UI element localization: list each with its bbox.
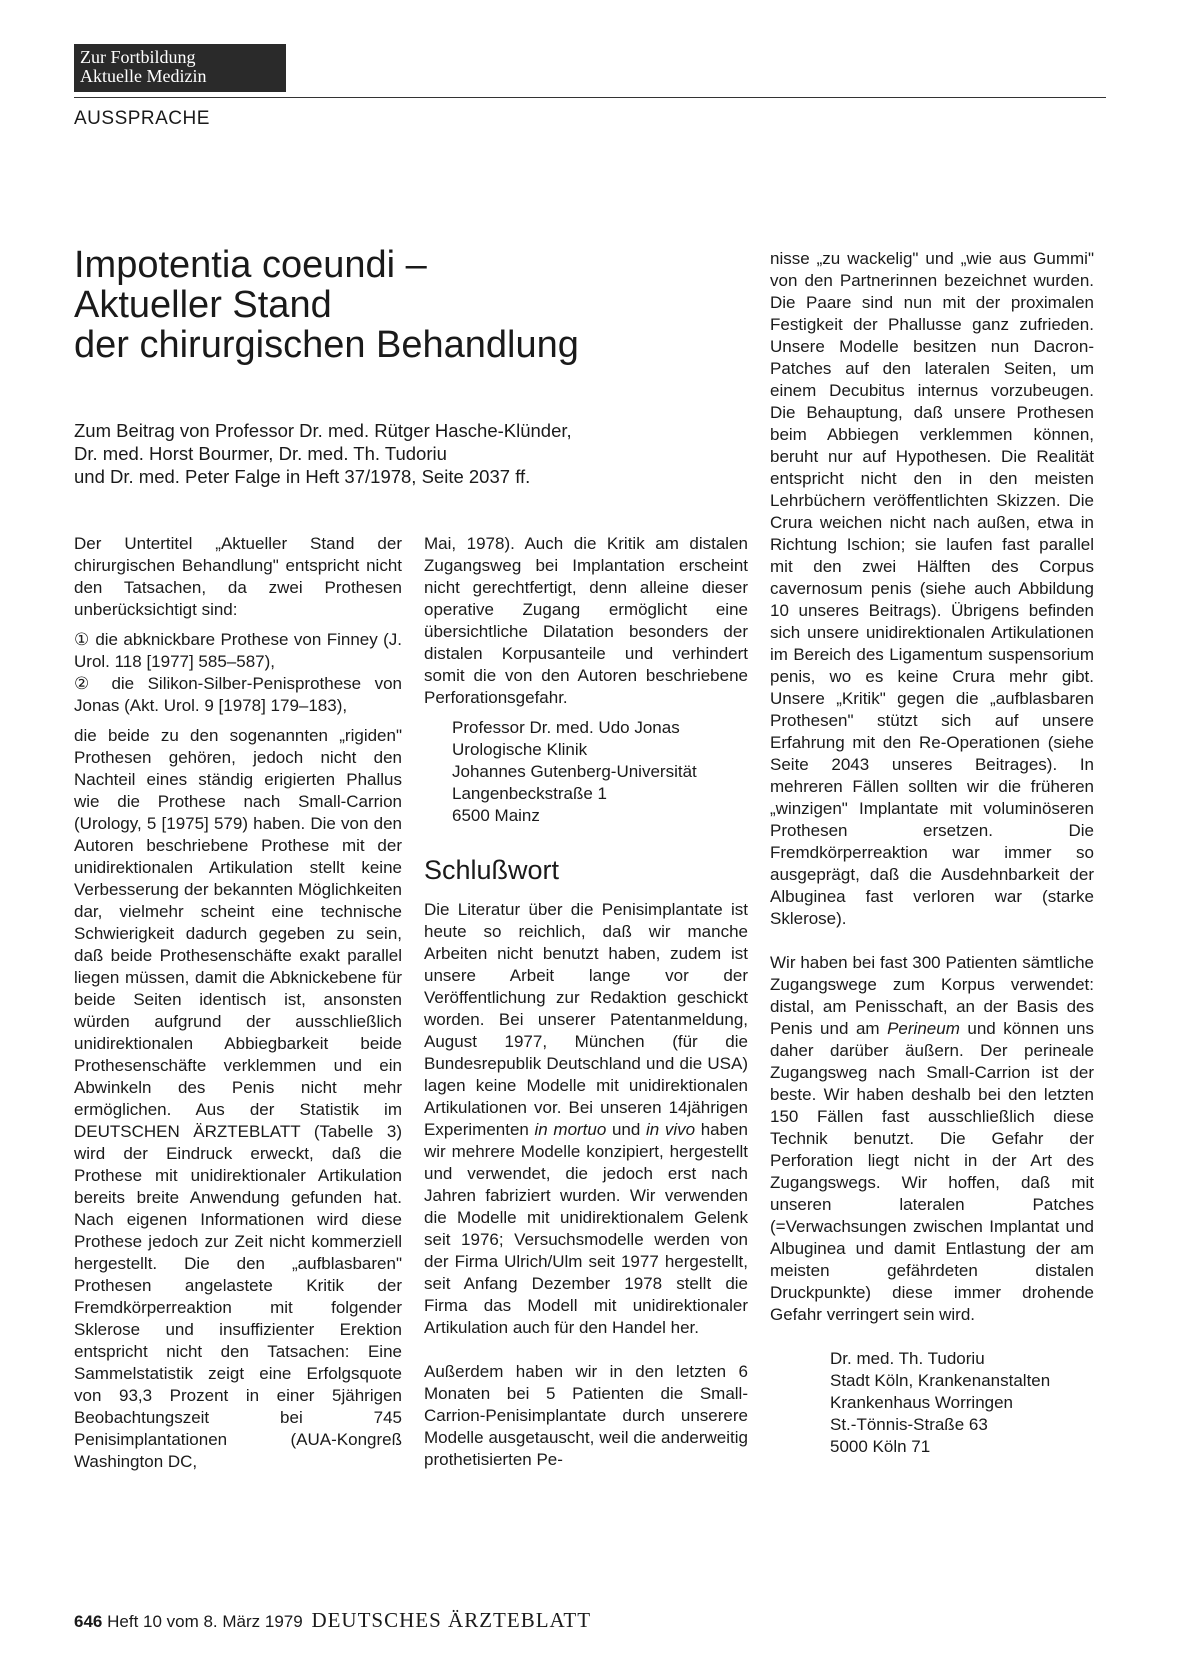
page-number: 646 xyxy=(74,1612,103,1631)
signature-line: Urologische Klinik xyxy=(452,740,588,759)
signature-line: 6500 Mainz xyxy=(452,806,540,825)
reply-heading: Schlußwort xyxy=(424,855,560,885)
text-run-italic: in vivo xyxy=(645,1120,696,1139)
list-marker: ② xyxy=(74,674,98,694)
signature-line: 5000 Köln 71 xyxy=(830,1437,931,1456)
badge-line-2: Aktuelle Medizin xyxy=(80,66,207,86)
column-3 xyxy=(770,248,1094,1458)
article-title xyxy=(74,245,694,365)
title-line: Aktueller Stand xyxy=(74,284,332,326)
title-line: Impotentia coeundi – xyxy=(74,244,427,286)
reference-line: Zum Beitrag von Professor Dr. med. Rütger Hasche-Klünder, xyxy=(74,420,572,441)
reference-list-item xyxy=(74,629,402,673)
signature-line: Dr. med. Th. Tudoriu xyxy=(830,1349,985,1368)
journal-name: DEUTSCHES ÄRZTEBLATT xyxy=(311,1608,592,1632)
column-1 xyxy=(74,533,402,1473)
list-text: die abknickbare Prothese von Finney (J. Urol. 118 [1977] 585–587), xyxy=(74,630,403,671)
text-run: und xyxy=(606,1120,646,1139)
section-badge xyxy=(74,44,286,92)
badge-line-1: Zur Fortbildung xyxy=(80,47,196,67)
header-rule xyxy=(74,97,1106,98)
reference-line: Dr. med. Horst Bourmer, Dr. med. Th. Tudoriu xyxy=(74,443,447,464)
title-line: der chirurgischen Behandlung xyxy=(74,324,579,366)
section-label: AUSSPRACHE xyxy=(74,108,210,129)
reply-paragraph: Außerdem haben wir in den letzten 6 Monaten bei 5 Patienten die Small-Carrion-Penisimplantate durch unserere Modelle ausgetauscht, weil die anderweitig prothetisierten Pe- xyxy=(424,1362,748,1469)
page-footer xyxy=(74,1608,591,1633)
reference-list-item xyxy=(74,673,402,717)
letter-body-continued: Mai, 1978). Auch die Kritik am distalen Zugangsweg bei Implantation erscheint nicht gerechtfertigt, denn alleine dieser operative Zugang ermöglicht eine übersichtliche Dilatation besonders der distalen Korpusanteile und verhindert somit die von den Autoren beschriebene Perforationsgefahr. xyxy=(424,534,748,707)
signature-line: Johannes Gutenberg-Universität xyxy=(452,762,697,781)
signature-line: Langenbeckstraße 1 xyxy=(452,784,607,803)
text-run-italic: in mortuo xyxy=(534,1120,607,1139)
reply-paragraph xyxy=(424,899,748,1339)
reference-line: und Dr. med. Peter Falge in Heft 37/1978, Seite 2037 ff. xyxy=(74,466,531,487)
signature-line: Professor Dr. med. Udo Jonas xyxy=(452,718,680,737)
issue-info: Heft 10 vom 8. März 1979 xyxy=(107,1612,303,1631)
signature-line: Krankenhaus Worringen xyxy=(830,1393,1014,1412)
text-run: haben wir mehrere Modelle konzipiert, hergestellt und verwendet, die jedoch erst nach Jahren fabriziert wurden. Wir verwenden die Modelle mit unidirektionalem Gelenk seit 1976; Versuchsmodelle werden von der Firma Ulrich/Ulm seit 1977 hergestellt, seit Anfang Dezember 1978 stellt die Firma das Modell mit unidirektionaler Artikulation auch für den Handel her. xyxy=(424,1120,748,1337)
list-marker: ① xyxy=(74,630,90,650)
signature-line: Stadt Köln, Krankenanstalten xyxy=(830,1371,1051,1390)
reply-paragraph xyxy=(770,952,1094,1326)
letter-body: die beide zu den sogenannten „rigiden" Prothesen gehören, jedoch nicht den Nachteil eines ständig erigierten Phallus wie die Prothese nach Small-Carrion (Urology, 5 [1975] 579) haben. Die von den Autoren beschriebene Prothese mit der unidirektionalen Artikulation stellt keine Verbesserung der bekannten Möglichkeiten dar, vielmehr scheint eine technische Schwierigkeit dadurch gegeben zu sein, daß beide Prothesenschäfte exakt parallel liegen müssen, damit die Abknickebene für beide Seiten identisch ist, ansonsten würden aufgrund der ausschließlich unidirektionalen Abbiegbarkeit beide Prothesenschäfte verklemmen und ein Abwinkeln des Penis nicht mehr ermöglichen. Aus der Statistik im DEUTSCHEN ÄRZTEBLATT (Tabelle 3) wird der Eindruck erweckt, daß die Prothese mit unidirektionaler Artikulation bereits breite Anwendung gefunden hat. Nach eigenen Informationen wird diese Prothese jedoch zur Zeit nicht kommerziell hergestellt. Die den „aufblasbaren" Prothesen angelastete Kritik der Fremdkörperreaktion mit folgender Sklerose und insuffizienter Erektion entspricht nicht den Tatsachen: Eine Sammelstatistik zeigt eine Erfolgsquote von 93,3 Prozent in einer 5jährigen Beobachtungszeit bei 745 Penisimplantationen (AUA-Kongreß Washington DC, xyxy=(74,726,402,1471)
column-2 xyxy=(424,533,748,1471)
article-reference xyxy=(74,419,714,488)
reply-signature xyxy=(830,1348,1094,1458)
text-run: Wir haben bei fast 300 Patienten sämtliche Zugangswege zum Korpus verwendet: distal, am Penisschaft, an der Basis des Penis und am xyxy=(770,953,1094,1038)
reply-paragraph: nisse „zu wackelig" und „wie aus Gummi" von den Partnerinnen bezeichnet wurden. Die Paare sind nun mit der proximalen Festigkeit der Phallusse ganz zufrieden. Unsere Modelle besitzen nun Dacron-Patches auf den lateralen Seiten, um einem Decubitus internus vorzubeugen. Die Behauptung, daß unsere Prothesen beim Abbiegen verklemmen können, beruht nur auf Hypothesen. Die Realität entspricht nicht den in den meisten Lehrbüchern veröffentlichten Skizzen. Die Crura weichen nicht nach außen, etwa in Richtung Ischion; sie laufen fast parallel mit den zwei Hälften des Corpus cavernosum penis (siehe auch Abbildung 10 unseres Beitrags). Übrigens befinden sich unsere unidirektionalen Artikulationen im Bereich des Ligamentum suspensorium penis, wo es keine Crura mehr gibt. Unsere „Kritik" gegen die „aufblasbaren Prothesen" stützt sich auf unsere Erfahrung mit den Re-Operationen (siehe Seite 2043 unseres Beitrages). In mehreren Fällen sollten wir die früheren „winzigen" Implantate mit voluminöseren Prothesen ersetzen. Die Fremdkörperreaktion war immer so ausgeprägt, daß die Ausdehnbarkeit der Albuginea fast verloren war (starke Sklerose). xyxy=(770,249,1094,928)
list-text: die Silikon-Silber-Penisprothese von Jonas (Akt. Urol. 9 [1978] 179–183), xyxy=(74,674,403,715)
letter-signature xyxy=(452,717,748,827)
text-run-italic: Perineum xyxy=(887,1019,960,1038)
text-run: Die Literatur über die Penisimplantate ist heute so reichlich, daß wir manche Arbeiten nicht benutzt haben, zudem ist unsere Arbeit lange vor der Veröffentlichung zur Redaktion geschickt worden. Bei unserer Patentanmeldung, August 1977, München (für die Bundesrepublik Deutschland und die USA) lagen keine Modelle mit unidirektionalen Artikulationen vor. Bei unseren 14jährigen Experimenten xyxy=(424,900,748,1139)
letter-intro: Der Untertitel „Aktueller Stand der chirurgischen Behandlung" entspricht nicht den Tatsachen, da zwei Prothesen unberücksichtigt sind: xyxy=(74,534,402,619)
text-run: und können uns daher darüber äußern. Der perineale Zugangsweg nach Small-Carrion ist der beste. Wir haben deshalb bei den letzten 150 Fällen fast ausschließlich diese Technik benutzt. Die Gefahr der Perforation liegt nicht in der Art des Zugangswegs. Wir hoffen, daß mit unseren lateralen Patches (=Verwachsungen zwischen Implantat und Albuginea und damit Entlastung der am meisten gefährdeten distalen Druckpunkte) diese immer drohende Gefahr verringert sein wird. xyxy=(770,1019,1094,1324)
signature-line: St.-Tönnis-Straße 63 xyxy=(830,1415,988,1434)
